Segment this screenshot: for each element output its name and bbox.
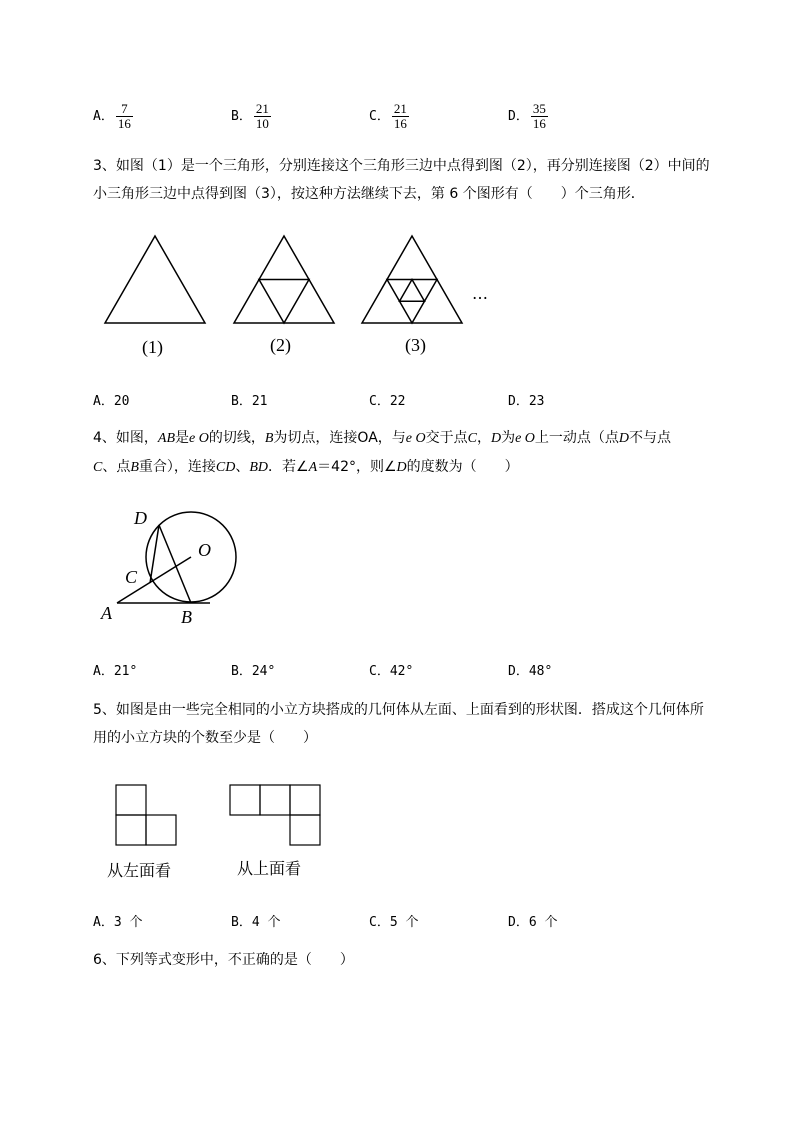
segment-db <box>159 525 191 603</box>
q4-label-o: O <box>198 540 211 560</box>
top-view-square <box>260 785 290 815</box>
left-view-square <box>146 815 176 845</box>
q4-option-b: B．24° <box>231 664 276 679</box>
q5-option-b: B．4 个 <box>231 915 281 930</box>
q2-option-d: D． $\frac{35}{16}$ <box>508 101 546 131</box>
q3-line2: 小三角形三边中点得到图（3），按这种方法继续下去，第 6 个图形有（ ）个三角形． <box>93 186 645 202</box>
q4-text <box>93 424 743 482</box>
q5-left-view-label: 从左面看 <box>107 861 172 880</box>
q3-label-3: (3) <box>405 335 426 355</box>
left-view-square <box>116 785 146 815</box>
q4-circle-figure <box>95 500 255 635</box>
triangle-3-inner <box>400 280 425 302</box>
left-view-square <box>116 815 146 845</box>
q6-line1: 6、下列等式变形中，不正确的是（ ） <box>93 952 354 968</box>
q5-option-a: A．3 个 <box>93 915 143 930</box>
q5-line2: 用的小立方块的个数至少是（ ） <box>93 730 317 746</box>
q2-option-c: C． $\frac{21}{16}$ <box>369 101 407 131</box>
q4-option-d: D．48° <box>508 664 553 679</box>
q3-label-1: (1) <box>142 337 163 357</box>
q3-line1: 3、如图（1）是一个三角形，分别连接这个三角形三边中点得到图（2），再分别连接图（2）中间的 <box>93 158 710 174</box>
q5-option-d: D．6 个 <box>508 915 558 930</box>
triangle-1 <box>105 236 205 323</box>
q3-option-a: A．20 <box>93 394 130 409</box>
q6-text <box>93 946 743 974</box>
q5-line1: 5、如图是由一些完全相同的小立方块搭成的几何体从左面、上面看到的形状图．搭成这个几何体所 <box>93 702 704 718</box>
q3-ellipsis: … <box>472 284 488 303</box>
top-view-square <box>230 785 260 815</box>
q2-option-b: B． $\frac{21}{10}$ <box>231 101 269 131</box>
q4-line1: 4、如图，AB是e O的切线，B为切点，连接OA，与e O交于点C，D为e O上一动点（点D不与点 <box>93 430 672 446</box>
q2-option-a: A． $\frac{7}{16}$ <box>93 101 131 131</box>
q5-text <box>93 696 743 752</box>
q4-label-b: B <box>181 607 192 627</box>
segment-dc <box>150 525 159 583</box>
q3-option-d: D．23 <box>508 394 545 409</box>
top-view-square <box>290 785 320 815</box>
q3-triangles-figure <box>0 225 794 335</box>
q4-option-a: A．21° <box>93 664 138 679</box>
q4-label-a: A <box>101 603 112 623</box>
q3-text <box>93 152 743 208</box>
q5-option-c: C．5 个 <box>369 915 419 930</box>
triangle-2-inner <box>259 280 309 324</box>
q4-label-d: D <box>134 508 147 528</box>
q5-views-figure <box>100 780 340 850</box>
q3-option-b: B．21 <box>231 394 268 409</box>
q3-label-2: (2) <box>270 335 291 355</box>
q4-label-c: C <box>125 567 138 587</box>
top-view-square <box>290 815 320 845</box>
q5-top-view-label: 从上面看 <box>237 859 302 878</box>
q4-line2: C、点B重合），连接CD、BD．若∠A＝42°，则∠D的度数为（ ） <box>93 459 519 475</box>
q3-option-c: C．22 <box>369 394 406 409</box>
q4-option-c: C．42° <box>369 664 414 679</box>
